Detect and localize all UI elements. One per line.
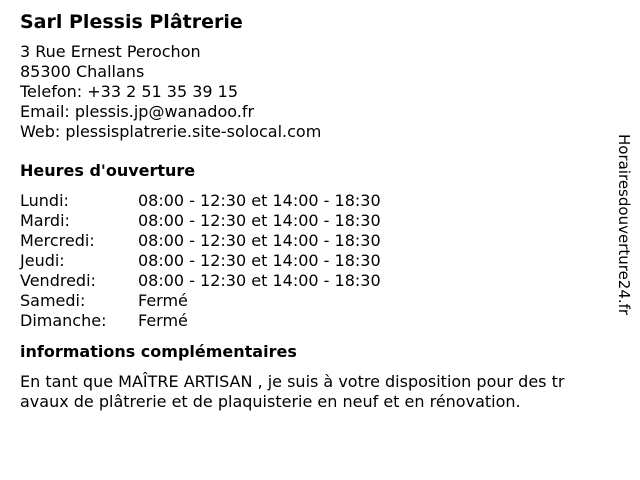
hours-row-vendredi bbox=[20, 271, 620, 291]
postal-city: 85300 Challans bbox=[20, 62, 145, 81]
hours-time: 08:00 - 12:30 et 14:00 - 18:30 bbox=[138, 191, 381, 210]
hours-time: 08:00 - 12:30 et 14:00 - 18:30 bbox=[138, 231, 381, 250]
hours-time: 08:00 - 12:30 et 14:00 - 18:30 bbox=[138, 211, 381, 230]
hours-day: Mercredi: bbox=[20, 231, 95, 250]
website-address: Web: plessisplatrerie.site-solocal.com bbox=[20, 122, 322, 141]
hours-row-samedi bbox=[20, 291, 620, 311]
hours-time: 08:00 - 12:30 et 14:00 - 18:30 bbox=[138, 271, 381, 290]
hours-day: Mardi: bbox=[20, 211, 70, 230]
additional-info-heading: informations complémentaires bbox=[20, 342, 297, 361]
hours-row-lundi bbox=[20, 191, 620, 211]
hours-time: Fermé bbox=[138, 311, 188, 330]
info-line: En tant que MAÎTRE ARTISAN , je suis à votre disposition pour des tr bbox=[20, 372, 565, 391]
info-line: avaux de plâtrerie et de plaquisterie en neuf et en rénovation. bbox=[20, 392, 521, 411]
address-block bbox=[20, 42, 620, 142]
site-watermark: Horairesdouverture24.fr bbox=[615, 134, 633, 316]
business-name: Sarl Plessis Plâtrerie bbox=[20, 11, 243, 33]
opening-hours-table bbox=[20, 191, 620, 331]
hours-row-dimanche bbox=[20, 311, 620, 331]
phone-number: Telefon: +33 2 51 35 39 15 bbox=[20, 82, 239, 101]
hours-time: 08:00 - 12:30 et 14:00 - 18:30 bbox=[138, 251, 381, 270]
hours-day: Samedi: bbox=[20, 291, 86, 310]
hours-day: Lundi: bbox=[20, 191, 69, 210]
hours-row-mardi bbox=[20, 211, 620, 231]
hours-row-jeudi bbox=[20, 251, 620, 271]
opening-hours-heading: Heures d'ouverture bbox=[20, 161, 196, 180]
hours-row-mercredi bbox=[20, 231, 620, 251]
hours-day: Jeudi: bbox=[20, 251, 65, 270]
additional-info-text bbox=[20, 372, 620, 412]
hours-day: Dimanche: bbox=[20, 311, 107, 330]
email-address: Email: plessis.jp@wanadoo.fr bbox=[20, 102, 255, 121]
hours-day: Vendredi: bbox=[20, 271, 96, 290]
hours-time: Fermé bbox=[138, 291, 188, 310]
street-address: 3 Rue Ernest Perochon bbox=[20, 42, 201, 61]
business-card bbox=[20, 10, 620, 412]
